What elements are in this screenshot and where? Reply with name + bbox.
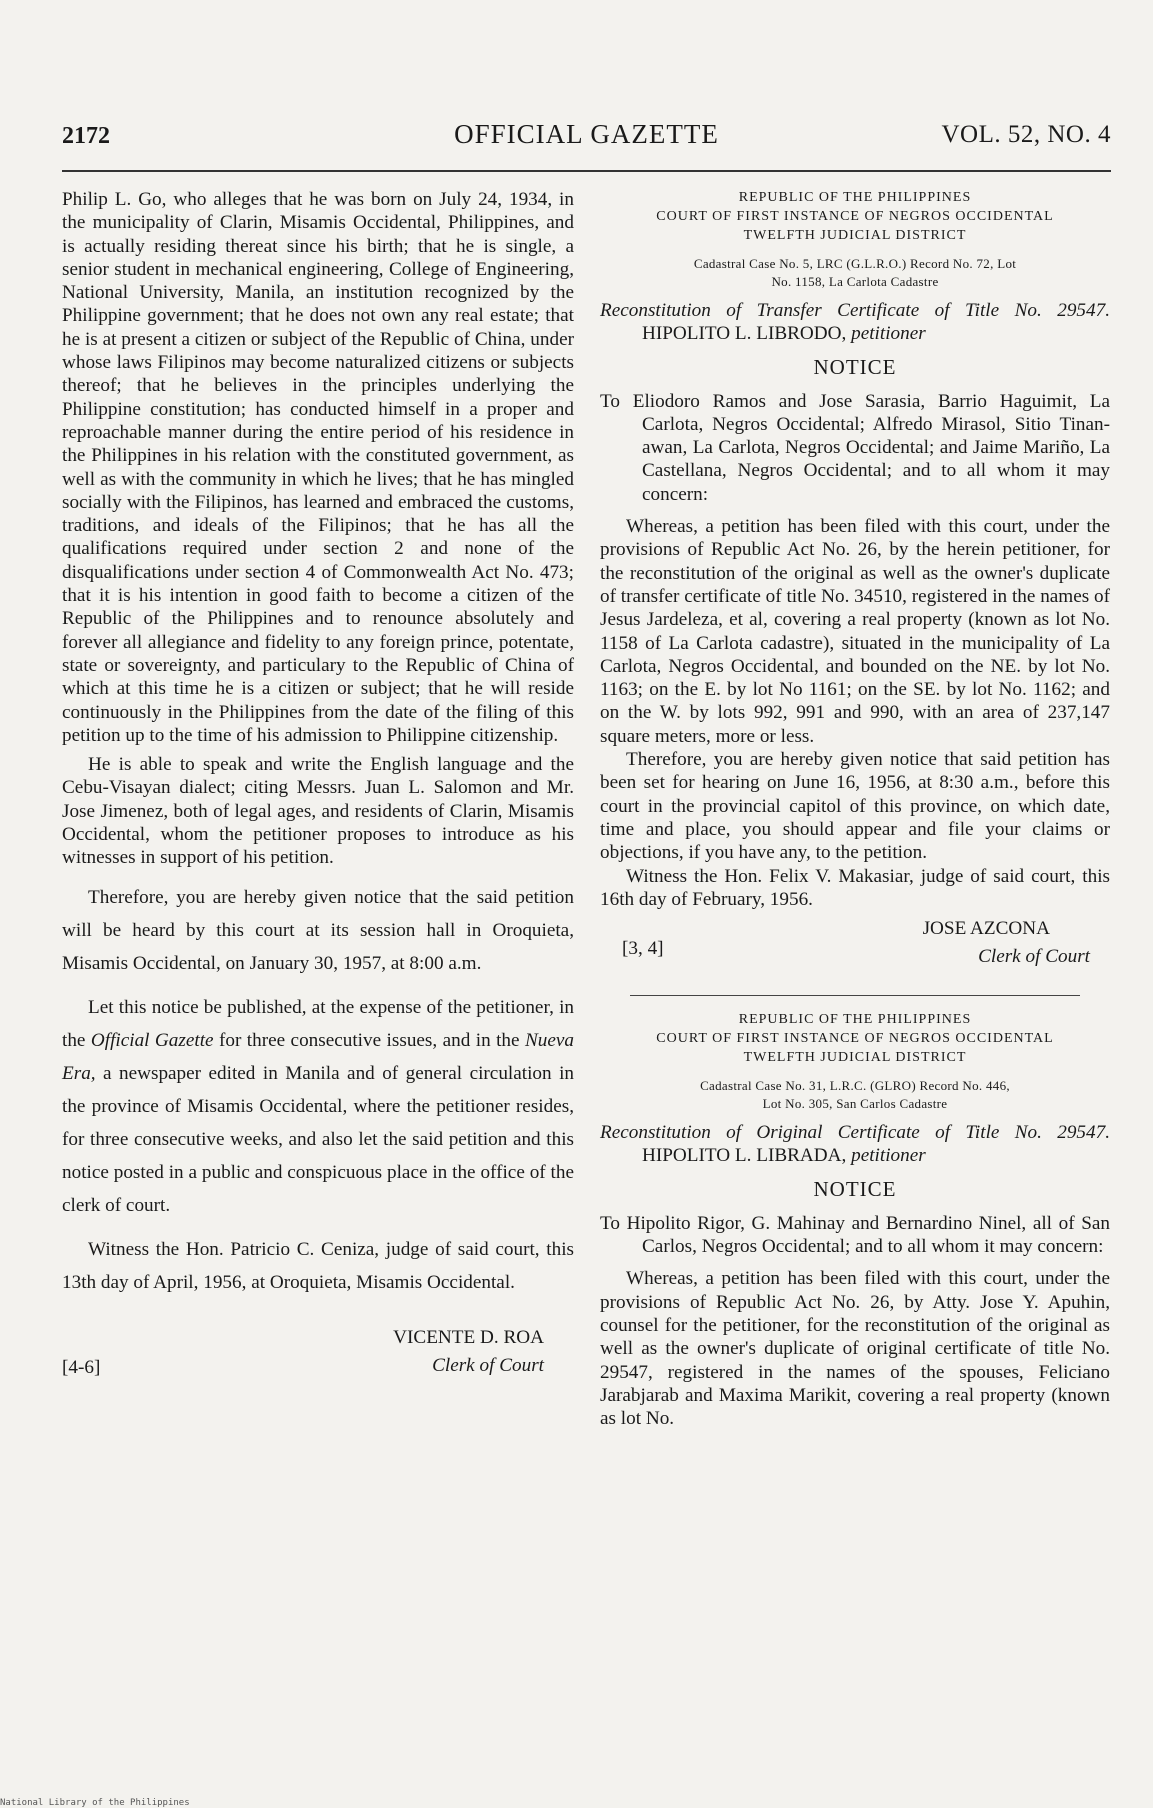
case-line-1: Cadastral Case No. 31, L.R.C. (GLRO) Record No. 446, — [700, 1078, 1010, 1094]
petition-paragraph-2: He is able to speak and write the English language and the Cebu-Visayan dialect; citing Messrs. Juan L. Salomon and Mr. Jose Jimenez, both of legal ages, and residents of Clarin, Misamis Occidental, whom the petitioner proposes to introduce as his witnesses in support of his petition. — [62, 754, 574, 869]
issue-reference: [4-6] — [62, 1356, 101, 1378]
court-heading-2: COURT OF FIRST INSTANCE OF NEGROS OCCIDENTAL — [656, 209, 1054, 224]
case-caption: Reconstitution of Original Certificate of Title No. 29547. HIPOLITO L. LIBRADA, petitioner — [600, 1122, 1110, 1167]
court-heading-3: TWELFTH JUDICIAL DISTRICT — [743, 1050, 967, 1066]
notice-separator — [630, 995, 1080, 996]
case-line-2: Lot No. 305, San Carlos Cadastre — [762, 1096, 948, 1112]
court-heading-1: REPUBLIC OF THE PHILIPPINES — [738, 1012, 972, 1028]
clerk-name: VICENTE D. ROA — [393, 1326, 544, 1348]
clerk-title: Clerk of Court — [432, 1354, 544, 1376]
notice-whereas: Whereas, a petition has been filed with this court, under the provisions of Republic Act No. 26, by Atty. Jose Y. Apuhin, counsel for the petitioner, for the reconstitution of the original as well as the owner's duplicate of original certificate of title No. 29547, registered in the names of the spouses, Feliciano Jarabjarab and Maxima Marikit, covering a real property (known as lot No. — [600, 1268, 1110, 1430]
gazette-name: Official Gazette — [90, 1029, 214, 1051]
issue-reference: [3, 4] — [622, 938, 664, 960]
scan-footer: National Library of the Philippines — [0, 1798, 190, 1808]
left-column — [62, 188, 574, 1386]
signature-block — [600, 917, 1110, 977]
court-heading-3: TWELFTH JUDICIAL DISTRICT — [743, 228, 967, 243]
notice-addressees: To Hipolito Rigor, G. Mahinay and Bernardino Ninel, all of San Carlos, Negros Occidental; and to all whom it may concern: — [600, 1212, 1110, 1258]
notice-therefore: Therefore, you are hereby given notice that said petition has been set for hearing on June 16, 1956, at 8:30 a.m., before this court in the provincial capitol of this province, on which date, time and place, you should appear and file your claims or objections, if you have any, to the petition. — [600, 749, 1110, 864]
publication-title: OFFICIAL GAZETTE — [454, 119, 719, 149]
hearing-paragraph: Therefore, you are hereby given notice that the said petition will be heard by this court at its session hall in Oroquieta, Misamis Occidental, on January 30, 1957, at 8:00 a.m. — [62, 886, 574, 974]
page-number: 2172 — [62, 123, 110, 149]
case-line-1: Cadastral Case No. 5, LRC (G.L.R.O.) Record No. 72, Lot — [693, 256, 1017, 271]
clerk-title: Clerk of Court — [978, 946, 1090, 968]
court-heading-2: COURT OF FIRST INSTANCE OF NEGROS OCCIDENTAL — [656, 1031, 1054, 1047]
page-header — [62, 117, 1111, 157]
clerk-name: JOSE AZCONA — [922, 918, 1050, 940]
case-caption: Reconstitution of Transfer Certificate of Title No. 29547. HIPOLITO L. LIBRODO, petitioner — [600, 300, 1110, 345]
signature-block — [62, 1326, 574, 1386]
newspaper-name: Nueva Era, — [62, 1029, 575, 1084]
notice-title: NOTICE — [813, 1176, 897, 1201]
volume-number: VOL. 52, NO. 4 — [941, 121, 1111, 148]
notice-title: NOTICE — [813, 354, 897, 379]
notice-1 — [600, 188, 1110, 977]
witness-paragraph: Witness the Hon. Patricio C. Ceniza, judge of said court, this 13th day of April, 1956, at Oroquieta, Misamis Occidental. — [62, 1238, 574, 1293]
court-heading-1: REPUBLIC OF THE PHILIPPINES — [738, 190, 972, 205]
case-line-2: No. 1158, La Carlota Cadastre — [771, 274, 939, 289]
right-column — [600, 188, 1110, 1430]
header-rule — [62, 170, 1111, 172]
notice-whereas: Whereas, a petition has been filed with this court, under the provisions of Republic Act No. 26, by the herein petitioner, for the reconstitution of the original as well as the owner's duplicate of transfer certificate of title No. 34510, registered in the names of Jesus Jardeleza, et al, covering a real property (known as lot No. 1158 of La Carlota cadastre), situated in the municipality of La Carlota, Negros Occidental, and bounded on the NE. by lot No. 1163; on the E. by lot No 1161; on the SE. by lot No. 1162; and on the W. by lots 992, 991 and 990, with an area of 237,147 square meters, more or less. — [600, 516, 1110, 747]
petition-paragraph-1: Philip L. Go, who alleges that he was born on July 24, 1934, in the municipality of Clarin, Misamis Occidental, Philippines, and is actually residing thereat since his birth; that he is single, a senior student in mechanical engineering, College of Engineering, National University, Manila, an institution recognized by the Philippine government; that he does not own any real estate; that he is at present a citizen or subject of the Republic of China, under whose laws Filipinos may become naturalized citizens or subjects thereof; that he believes in the principles underlying the Philippine constitution; has conducted himself in a proper and reproachable manner during the entire period of his residence in the Philippines in his relation with the constituted government, as well as with the community in which he lives; that he has mingled socially with the Filipinos, has learned and embraced the customs, traditions, and ideals of the Filipinos; that he has all the qualifications required under section 2 and none of the disqualifications under section 4 of Commonwealth Act No. 473; that it is his intention in good faith to become a citizen of the Republic of the Philippines and to renounce absolutely and forever all allegiance and fidelity to any foreign prince, potentate, state or sovereignty, and particulary to the Republic of China of which at this time he is a citizen or subject; that he will reside continuously in the Philippines from the date of the filing of this petition up to the time of his admission to Philippine citizenship. — [62, 189, 574, 746]
notice-2 — [600, 1010, 1110, 1430]
notice-witness: Witness the Hon. Felix V. Makasiar, judge of said court, this 16th day of February, 1956. — [600, 865, 1110, 910]
publication-paragraph: Let this notice be published, at the expense of the petitioner, in the Official Gazette for three consecutive issues, and in the Nueva Era, a newspaper edited in Manila and of general circulation in the province of Misamis Occidental, where the petitioner resides, for three consecutive weeks, and also let the said petition and this notice posted in a public and conspicuous place in the office of the clerk of court. — [62, 996, 575, 1216]
notice-addressees: To Eliodoro Ramos and Jose Sarasia, Barrio Haguimit, La Carlota, Negros Occidental; Alfredo Mirasol, Sitio Tinan-awan, La Carlota, Negros Occidental; and Jaime Mariño, La Castellana, Negros Occidental; and to all whom it may concern: — [600, 390, 1110, 505]
